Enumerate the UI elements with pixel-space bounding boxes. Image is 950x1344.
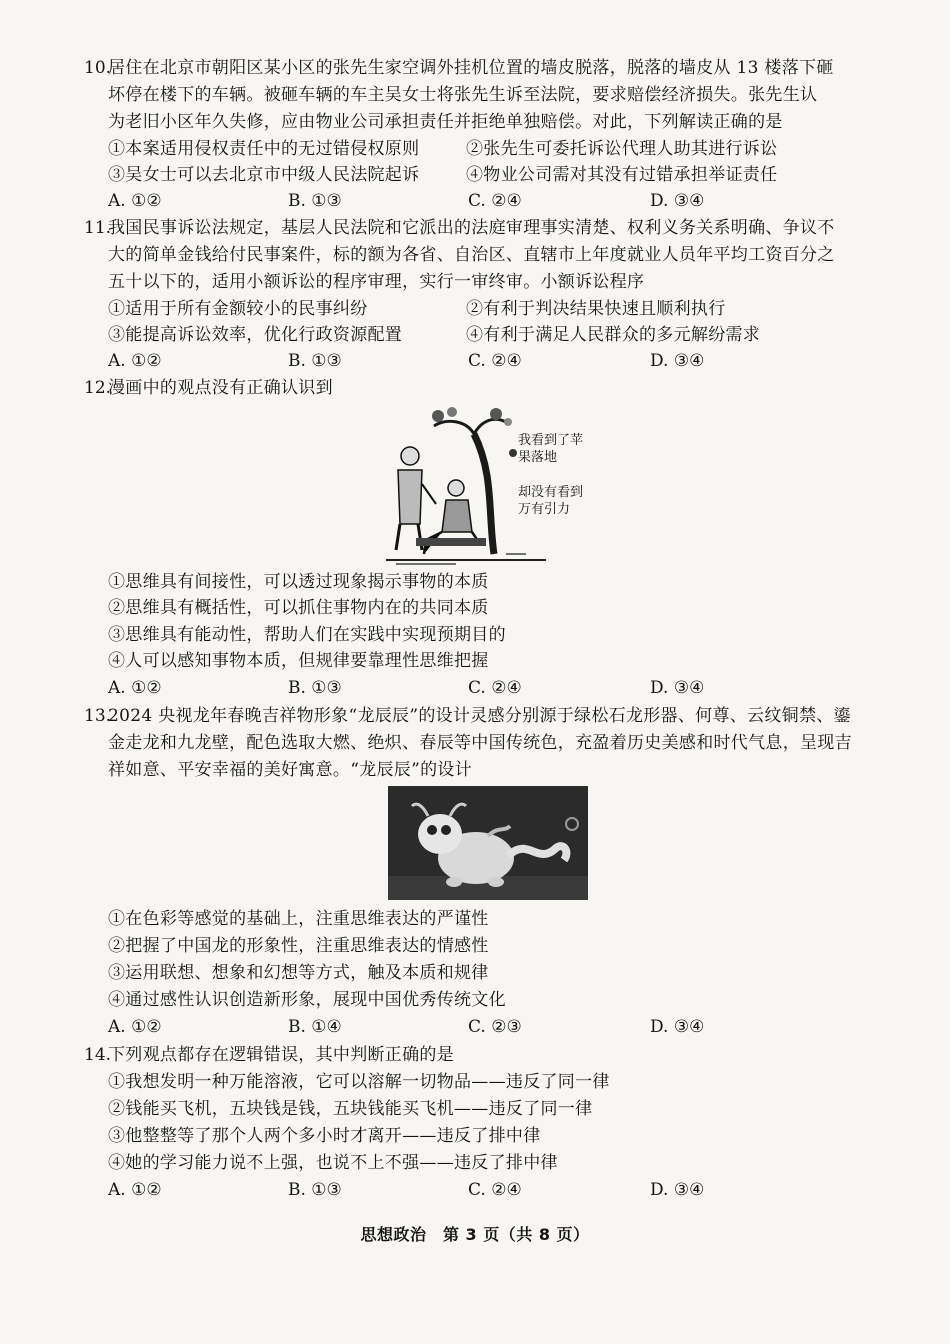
option-a[interactable]: A. ①②: [108, 191, 162, 211]
option-c[interactable]: C. ②④: [468, 351, 522, 371]
option-b[interactable]: B. ①③: [288, 1180, 342, 1200]
page-footer: 思想政治 第 3 页（共 8 页）: [360, 1225, 590, 1244]
question-stem-line: 为老旧小区年久失修，应由物业公司承担责任并拒绝单独赔偿。对此，下列解读正确的是: [108, 112, 783, 132]
question-number: 14.: [84, 1045, 112, 1065]
question-number: 12.: [84, 378, 112, 398]
mascot-dragon-image: [388, 786, 588, 900]
option-a[interactable]: A. ①②: [108, 1180, 162, 1200]
question-stem-line: 2024 央视龙年春晚吉祥物形象“龙辰辰”的设计灵感分别源于绿松石龙形器、何尊、云纹铜禁、鎏: [108, 706, 851, 726]
statement: ④人可以感知事物本质，但规律要靠理性思维把握: [108, 651, 489, 671]
statement: ②有利于判决结果快速且顺利执行: [466, 299, 726, 319]
statement: ②把握了中国龙的形象性，注重思维表达的情感性: [108, 936, 489, 956]
option-a[interactable]: A. ①②: [108, 678, 162, 698]
cartoon-caption-2: 却没有看到 万有引力: [518, 485, 584, 517]
option-c[interactable]: C. ②④: [468, 678, 522, 698]
question-stem-line: 祥如意、平安幸福的美好寓意。“龙辰辰”的设计: [108, 760, 472, 780]
statement: ④有利于满足人民群众的多元解纷需求: [466, 325, 761, 345]
statement: ①我想发明一种万能溶液，它可以溶解一切物品——违反了同一律: [108, 1072, 610, 1092]
question-number: 13.: [84, 706, 112, 726]
question-stem-line: 大的简单金钱给付民事案件，标的额为各省、自治区、直辖市上年度就业人员年平均工资百分之: [108, 245, 835, 265]
option-c[interactable]: C. ②③: [468, 1017, 522, 1037]
question-stem-line: 居住在北京市朝阳区某小区的张先生家空调外挂机位置的墙皮脱落，脱落的墙皮从 13 楼落下砸: [108, 58, 834, 78]
statement: ③他整整等了那个人两个多小时才离开——违反了排中律: [108, 1126, 541, 1146]
statement: ①在色彩等感觉的基础上，注重思维表达的严谨性: [108, 909, 489, 929]
statement: ①本案适用侵权责任中的无过错侵权原则: [108, 139, 420, 159]
statement: ④物业公司需对其没有过错承担举证责任: [466, 165, 778, 185]
statement: ②张先生可委托诉讼代理人助其进行诉讼: [466, 139, 778, 159]
question-stem-line: 下列观点都存在逻辑错误，其中判断正确的是: [108, 1045, 454, 1065]
statement: ②思维具有概括性，可以抓住事物内在的共同本质: [108, 598, 489, 618]
question-stem-line: 坏停在楼下的车辆。被砸车辆的车主吴女士将张先生诉至法院，要求赔偿经济损失。张先生认: [108, 85, 818, 105]
statement: ④通过感性认识创造新形象，展现中国优秀传统文化: [108, 990, 506, 1010]
option-b[interactable]: B. ①③: [288, 678, 342, 698]
statement: ③运用联想、想象和幻想等方式，触及本质和规律: [108, 963, 489, 983]
option-b[interactable]: B. ①③: [288, 191, 342, 211]
option-d[interactable]: D. ③④: [650, 1017, 705, 1037]
statement: ③思维具有能动性，帮助人们在实践中实现预期目的: [108, 625, 506, 645]
option-c[interactable]: C. ②④: [468, 1180, 522, 1200]
option-c[interactable]: C. ②④: [468, 191, 522, 211]
option-d[interactable]: D. ③④: [650, 678, 705, 698]
statement: ③吴女士可以去北京市中级人民法院起诉: [108, 165, 420, 185]
statement: ④她的学习能力说不上强，也说不上不强——违反了排中律: [108, 1153, 558, 1173]
question-stem-line: 五十以下的，适用小额诉讼的程序审理，实行一审终审。小额诉讼程序: [108, 272, 645, 292]
option-d[interactable]: D. ③④: [650, 191, 705, 211]
option-d[interactable]: D. ③④: [650, 1180, 705, 1200]
option-b[interactable]: B. ①④: [288, 1017, 342, 1037]
option-a[interactable]: A. ①②: [108, 1017, 162, 1037]
statement: ①适用于所有金额较小的民事纠纷: [108, 299, 368, 319]
question-stem-line: 金走龙和九龙壁，配色选取大燃、绝炽、春辰等中国传统色，充盈着历史美感和时代气息，呈现吉: [108, 733, 852, 753]
question-stem-line: 漫画中的观点没有正确认识到: [108, 378, 333, 398]
cartoon-caption-1: 我看到了苹 果落地: [518, 433, 584, 465]
option-a[interactable]: A. ①②: [108, 351, 162, 371]
option-d[interactable]: D. ③④: [650, 351, 705, 371]
option-b[interactable]: B. ①③: [288, 351, 342, 371]
statement: ③能提高诉讼效率，优化行政资源配置: [108, 325, 403, 345]
statement: ②钱能买飞机，五块钱是钱，五块钱能买飞机——违反了同一律: [108, 1099, 593, 1119]
statement: ①思维具有间接性，可以透过现象揭示事物的本质: [108, 572, 489, 592]
question-number: 10.: [84, 58, 112, 78]
question-number: 11.: [84, 218, 112, 238]
question-stem-line: 我国民事诉讼法规定，基层人民法院和它派出的法庭审理事实清楚、权利义务关系明确、争议不: [108, 218, 835, 238]
